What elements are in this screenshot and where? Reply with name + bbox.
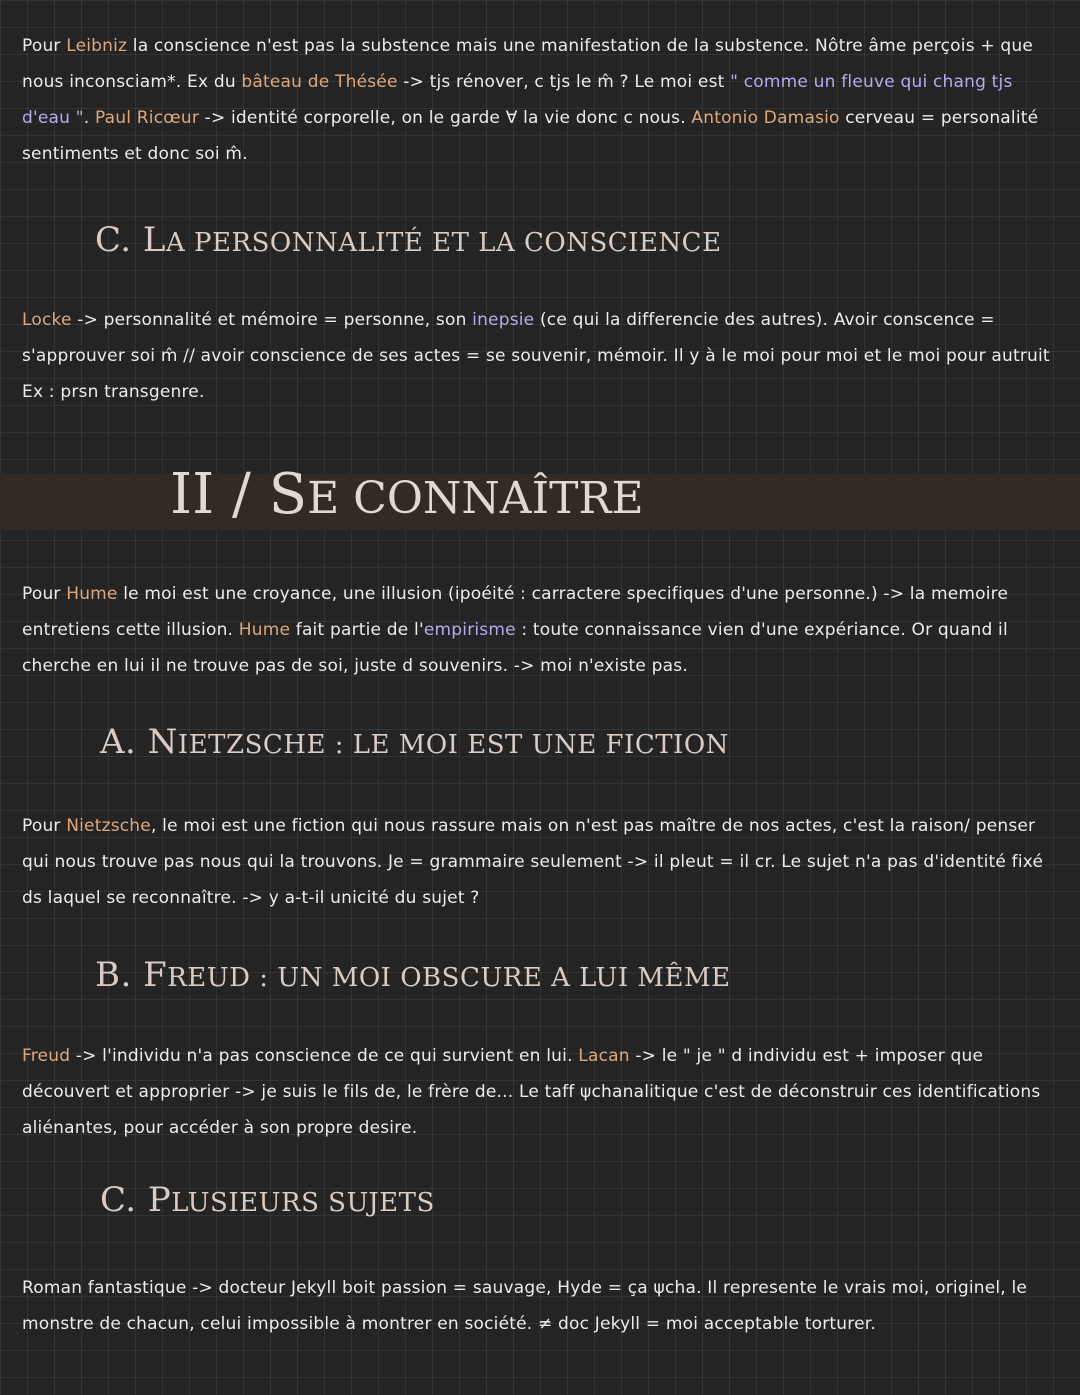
part-heading-rest: E CONNAÎTRE [307, 473, 644, 524]
hume-text-4: : toute connaissance vien d'une expériance. Or quand il cherche en lui il ne trouve pas de soi, juste d souvenirs. -> moi n'existe pas. [22, 620, 1008, 676]
section-heading-nietzsche [100, 722, 729, 762]
intro-text-1: Pour [22, 36, 67, 56]
section-heading-personnalite [95, 220, 722, 260]
ship-of-theseus: bâteau de Thésée [241, 72, 398, 92]
section-heading-rest: LUSIEURS SUJETS [171, 1188, 435, 1218]
section-heading-freud [95, 955, 731, 995]
hume-text-1: Pour [22, 584, 67, 604]
author-hume-2: Hume [238, 620, 291, 640]
author-leibniz: Leibniz [66, 36, 128, 56]
section-heading-rest: A PERSONNALITÉ ET LA CONSCIENCE [166, 228, 722, 258]
nietzsche-paragraph [22, 808, 1058, 916]
freud-text-1: -> l'individu n'a pas conscience de ce qui survient en lui. [70, 1046, 579, 1066]
intro-text-4: . [83, 108, 95, 128]
author-locke: Locke [22, 310, 72, 330]
river-quote: " comme un fleuve qui chang tjs d'eau " [22, 72, 1013, 128]
hume-text-3: fait partie de l' [290, 620, 424, 640]
section-heading-letter: C. L [95, 220, 166, 260]
intro-text-5: -> identité corporelle, on le garde ∀ la vie donc c nous. [199, 108, 692, 128]
section-heading-letter: C. P [100, 1180, 172, 1220]
section-heading-rest: REUD : UN MOI OBSCURE A LUI MÊME [167, 963, 731, 993]
intro-text-6: cerveau = personalité sentiments et donc soi m̂. [22, 108, 1039, 164]
hume-paragraph [22, 576, 1058, 684]
section-heading-letter: B. F [95, 955, 168, 995]
roman-text: Roman fantastique -> docteur Jekyll boit passion = sauvage, Hyde = ça ψcha. Il represente le vrais moi, originel, le monstre de chacun, celui impossible à montrer en société. ≠ doc Jekyll = moi acceptable torturer. [22, 1278, 1028, 1334]
locke-paragraph [22, 302, 1058, 410]
section-heading-rest: IETZSCHE : LE MOI EST UNE FICTION [177, 730, 729, 760]
author-ricoeur: Paul Ricœur [94, 108, 200, 128]
intro-text-3: -> tjs rénover, c tjs le m̂ ? Le moi est [397, 72, 731, 92]
term-inepsie: inepsie [472, 310, 535, 330]
author-lacan: Lacan [578, 1046, 630, 1066]
author-hume: Hume [66, 584, 118, 604]
section-heading-plusieurs-sujets [100, 1180, 435, 1220]
freud-paragraph [22, 1038, 1058, 1146]
roman-paragraph [22, 1270, 1058, 1342]
intro-paragraph [22, 28, 1058, 172]
author-freud: Freud [22, 1046, 71, 1066]
part-heading-se-connaitre [170, 462, 644, 527]
nietzsche-text-2: , le moi est une fiction qui nous rassure mais on n'est pas maître de nos actes, c'est la raison/ penser qui nous trouve pas nous qui la trouvons. Je = grammaire seulement -> il pleut = il cr. Le sujet n'a pas d'identité fixé ds laquel se reconnaître. -> y a-t-il unicité du sujet ? [22, 816, 1044, 908]
hume-text-2: le moi est une croyance, une illusion (ipoéité : carractere specifiques d'une personne.) -> la memoire entretiens cette illusion. [22, 584, 1009, 640]
freud-text-2: -> le " je " d individu est + imposer que découvert et approprier -> je suis le fils de, le frère de... Le taff ψchanalitique c'est de déconstruir ces identifications aliénantes, pour accéder à son propre desire. [22, 1046, 1041, 1138]
term-empirisme: empirisme [423, 620, 516, 640]
intro-text-2: la conscience n'est pas la substence mais une manifestation de la substence. Nôtre âme perçois + que nous inconsciam*. Ex du [22, 36, 1034, 92]
nietzsche-text-1: Pour [22, 816, 67, 836]
part-heading-numeral: II / S [170, 462, 308, 527]
locke-text-1: -> personnalité et mémoire = personne, son [71, 310, 473, 330]
locke-text-2: (ce qui la differencie des autres). Avoir conscence = s'approuver soi m̂ // avoir conscience de ses actes = se souvenir, mémoir. Il y à le moi pour moi et le moi pour autruit Ex : prsn transgenre. [22, 310, 1050, 402]
author-damasio: Antonio Damasio [691, 108, 840, 128]
section-heading-letter: A. N [100, 722, 178, 762]
author-nietzsche: Nietzsche [66, 816, 151, 836]
